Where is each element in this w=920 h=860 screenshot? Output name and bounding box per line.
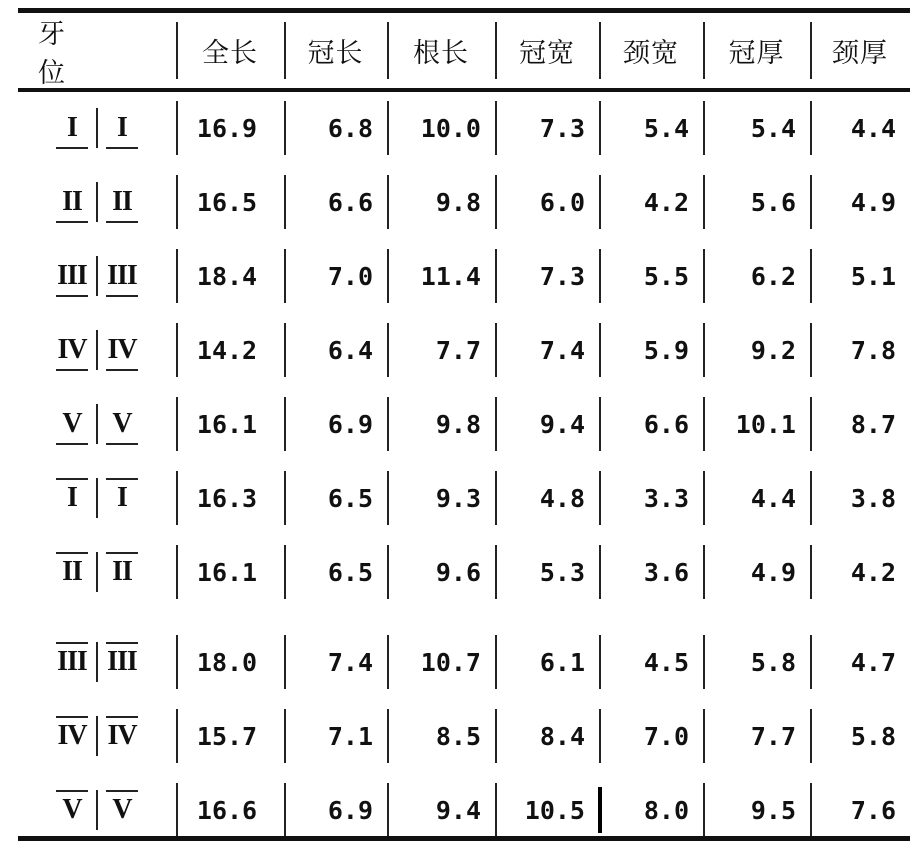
measurement-cell <box>387 92 495 164</box>
measurement-value: 4.2 <box>850 557 896 587</box>
measurement-value: 5.9 <box>643 335 689 365</box>
measurement-cell <box>703 314 810 386</box>
measurement-cell <box>703 626 810 698</box>
table-bottom-rule <box>18 836 910 841</box>
measurement-cell <box>810 388 910 460</box>
header-cell-tooth-position <box>18 13 176 88</box>
measurement-cell <box>176 314 284 386</box>
table-row <box>18 166 910 238</box>
tooth-symbol-right: IV <box>98 333 146 367</box>
measurement-value: 7.3 <box>539 261 585 291</box>
measurement-value: 6.9 <box>327 795 373 825</box>
header-cell-crown-width <box>495 13 599 88</box>
measurement-value: 4.4 <box>850 113 896 143</box>
measurement-cell <box>387 536 495 608</box>
measurement-value: 9.2 <box>750 335 796 365</box>
measurement-value: 7.4 <box>327 647 373 677</box>
measurement-value: 4.2 <box>643 187 689 217</box>
measurement-cell <box>176 700 284 772</box>
measurement-cell <box>495 388 599 460</box>
measurement-value: 15.7 <box>196 721 258 751</box>
measurement-cell <box>703 700 810 772</box>
header-label: 根长 <box>413 38 469 69</box>
measurement-value: 6.8 <box>327 113 373 143</box>
tooth-symbol-left: IV <box>48 333 96 367</box>
measurement-cell <box>284 92 387 164</box>
measurement-cell <box>810 166 910 238</box>
measurement-value: 16.1 <box>196 557 258 587</box>
measurement-value: 8.7 <box>850 409 896 439</box>
measurement-value: 3.6 <box>643 557 689 587</box>
measurement-cell <box>387 462 495 534</box>
tooth-position-cell <box>18 700 176 772</box>
measurement-cell <box>599 240 703 312</box>
tooth-symbol-left: V <box>48 793 96 827</box>
header-cell-crown-thickness <box>703 13 810 88</box>
measurement-value: 11.4 <box>420 261 481 291</box>
measurement-cell <box>387 166 495 238</box>
measurement-cell <box>284 536 387 608</box>
measurement-value: 16.5 <box>196 187 258 217</box>
tooth-symbol-left: I <box>48 481 96 515</box>
measurement-value: 4.8 <box>539 483 585 513</box>
table-header-row <box>18 13 910 88</box>
tooth-symbol-right: I <box>98 111 146 145</box>
header-cell-root-length <box>387 13 495 88</box>
tooth-symbol-right: V <box>98 407 146 441</box>
tooth-symbol-right: II <box>98 555 146 589</box>
header-cell-neck-thickness <box>810 13 910 88</box>
measurement-value: 9.8 <box>435 409 481 439</box>
measurement-value: 9.5 <box>750 795 796 825</box>
table-row <box>18 536 910 608</box>
measurement-value: 6.0 <box>539 187 585 217</box>
measurement-cell <box>387 314 495 386</box>
measurement-cell <box>176 462 284 534</box>
measurement-cell <box>495 626 599 698</box>
measurement-cell <box>495 314 599 386</box>
header-label: 冠长 <box>307 38 364 69</box>
header-label: 牙 位 <box>38 18 144 89</box>
measurement-cell <box>599 166 703 238</box>
measurement-cell <box>599 92 703 164</box>
measurement-cell <box>495 462 599 534</box>
table-row <box>18 462 910 534</box>
tooth-position-cell <box>18 388 176 460</box>
measurement-value: 6.6 <box>327 187 373 217</box>
measurement-value: 14.2 <box>196 335 258 365</box>
measurement-value: 7.8 <box>850 335 896 365</box>
measurement-cell <box>599 626 703 698</box>
measurement-value: 4.9 <box>750 557 796 587</box>
tooth-symbol-left: II <box>48 185 96 219</box>
header-label: 颈厚 <box>832 38 888 69</box>
measurement-cell <box>495 700 599 772</box>
table-row <box>18 626 910 698</box>
tooth-symbol-left: V <box>48 407 96 441</box>
measurement-cell <box>387 240 495 312</box>
measurement-value: 9.3 <box>435 483 481 513</box>
measurement-value: 4.7 <box>850 647 896 677</box>
measurement-cell <box>810 626 910 698</box>
measurement-cell <box>284 700 387 772</box>
measurement-value: 7.1 <box>327 721 373 751</box>
measurement-value: 4.4 <box>750 483 796 513</box>
tooth-position-cell <box>18 462 176 534</box>
header-label: 颈宽 <box>623 38 679 69</box>
measurement-cell <box>284 314 387 386</box>
measurement-cell <box>387 626 495 698</box>
tooth-symbol-left: II <box>48 555 96 589</box>
measurement-value: 7.0 <box>643 721 689 751</box>
measurement-cell <box>599 700 703 772</box>
measurement-cell <box>387 388 495 460</box>
measurement-value: 6.2 <box>750 261 796 291</box>
measurement-value: 9.8 <box>435 187 481 217</box>
measurement-cell <box>284 626 387 698</box>
measurement-cell <box>176 626 284 698</box>
measurement-value: 16.6 <box>196 795 258 825</box>
measurement-value: 7.3 <box>539 113 585 143</box>
header-label: 冠宽 <box>519 38 575 69</box>
measurement-value: 10.7 <box>420 647 481 677</box>
measurement-value: 5.5 <box>643 261 689 291</box>
table-row <box>18 388 910 460</box>
measurement-value: 16.3 <box>196 483 258 513</box>
measurement-cell <box>810 92 910 164</box>
tooth-position-cell <box>18 536 176 608</box>
measurement-cell <box>810 314 910 386</box>
measurement-value: 9.4 <box>539 409 585 439</box>
tooth-position-cell <box>18 92 176 164</box>
measurement-value: 6.5 <box>327 557 373 587</box>
table-row <box>18 314 910 386</box>
measurement-value: 3.8 <box>850 483 896 513</box>
measurement-value: 7.7 <box>435 335 481 365</box>
measurement-cell <box>703 462 810 534</box>
table-row <box>18 92 910 164</box>
measurement-cell <box>703 92 810 164</box>
measurement-value: 16.1 <box>196 409 258 439</box>
measurement-cell <box>495 240 599 312</box>
measurement-value: 16.9 <box>196 113 258 143</box>
measurement-value: 10.5 <box>524 795 585 825</box>
header-label: 全长 <box>202 38 258 69</box>
measurement-value: 5.6 <box>750 187 796 217</box>
measurement-value: 5.8 <box>750 647 796 677</box>
measurement-value: 4.5 <box>643 647 689 677</box>
measurement-value: 6.5 <box>327 483 373 513</box>
measurement-cell <box>810 536 910 608</box>
tooth-symbol-right: V <box>98 793 146 827</box>
header-cell-crown-length <box>284 13 387 88</box>
tooth-symbol-right: III <box>98 259 146 293</box>
measurement-value: 6.1 <box>539 647 585 677</box>
measurement-cell <box>495 92 599 164</box>
measurement-cell <box>810 700 910 772</box>
measurement-value: 7.7 <box>750 721 796 751</box>
measurement-value: 7.6 <box>850 795 896 825</box>
measurement-value: 6.9 <box>327 409 373 439</box>
measurement-cell <box>810 240 910 312</box>
measurement-cell <box>599 536 703 608</box>
measurement-value: 9.4 <box>435 795 481 825</box>
tooth-position-cell <box>18 314 176 386</box>
measurement-value: 5.1 <box>850 261 896 291</box>
measurement-value: 3.3 <box>643 483 689 513</box>
measurement-cell <box>703 536 810 608</box>
measurement-cell <box>284 462 387 534</box>
measurement-cell <box>284 388 387 460</box>
measurement-value: 18.4 <box>196 261 258 291</box>
table-row <box>18 240 910 312</box>
measurement-cell <box>176 92 284 164</box>
measurement-value: 9.6 <box>435 557 481 587</box>
measurement-cell <box>703 388 810 460</box>
measurement-cell <box>599 462 703 534</box>
tooth-symbol-right: II <box>98 185 146 219</box>
header-cell-neck-width <box>599 13 703 88</box>
tooth-symbol-left: III <box>48 645 96 679</box>
tooth-symbol-left: I <box>48 111 96 145</box>
tooth-symbol-left: IV <box>48 719 96 753</box>
measurement-cell <box>387 700 495 772</box>
measurement-value: 7.0 <box>327 261 373 291</box>
measurement-value: 5.8 <box>850 721 896 751</box>
measurement-value: 10.0 <box>420 113 481 143</box>
tooth-measurement-table <box>18 8 910 844</box>
measurement-value: 18.0 <box>196 647 258 677</box>
measurement-cell <box>176 240 284 312</box>
measurement-value: 8.5 <box>435 721 481 751</box>
header-cell-total-length <box>176 13 284 88</box>
measurement-cell <box>284 166 387 238</box>
measurement-cell <box>810 462 910 534</box>
measurement-cell <box>495 536 599 608</box>
measurement-value: 5.4 <box>643 113 689 143</box>
measurement-value: 10.1 <box>735 409 796 439</box>
measurement-value: 6.6 <box>643 409 689 439</box>
tooth-symbol-right: I <box>98 481 146 515</box>
tooth-position-cell <box>18 626 176 698</box>
tooth-symbol-right: IV <box>98 719 146 753</box>
tooth-position-cell <box>18 240 176 312</box>
table-row <box>18 700 910 772</box>
measurement-value: 8.4 <box>539 721 585 751</box>
measurement-cell <box>703 240 810 312</box>
measurement-value: 6.4 <box>327 335 373 365</box>
measurement-cell <box>176 536 284 608</box>
measurement-cell <box>703 166 810 238</box>
header-label: 冠厚 <box>728 38 785 69</box>
tooth-position-cell <box>18 166 176 238</box>
measurement-value: 7.4 <box>539 335 585 365</box>
measurement-cell <box>599 388 703 460</box>
measurement-cell <box>176 388 284 460</box>
measurement-value: 4.9 <box>850 187 896 217</box>
tooth-symbol-left: III <box>48 259 96 293</box>
measurement-value: 5.3 <box>539 557 585 587</box>
tooth-symbol-right: III <box>98 645 146 679</box>
measurement-cell <box>599 314 703 386</box>
measurement-value: 5.4 <box>750 113 796 143</box>
measurement-cell <box>495 166 599 238</box>
measurement-cell <box>176 166 284 238</box>
measurement-cell <box>284 240 387 312</box>
measurement-value: 8.0 <box>643 795 689 825</box>
